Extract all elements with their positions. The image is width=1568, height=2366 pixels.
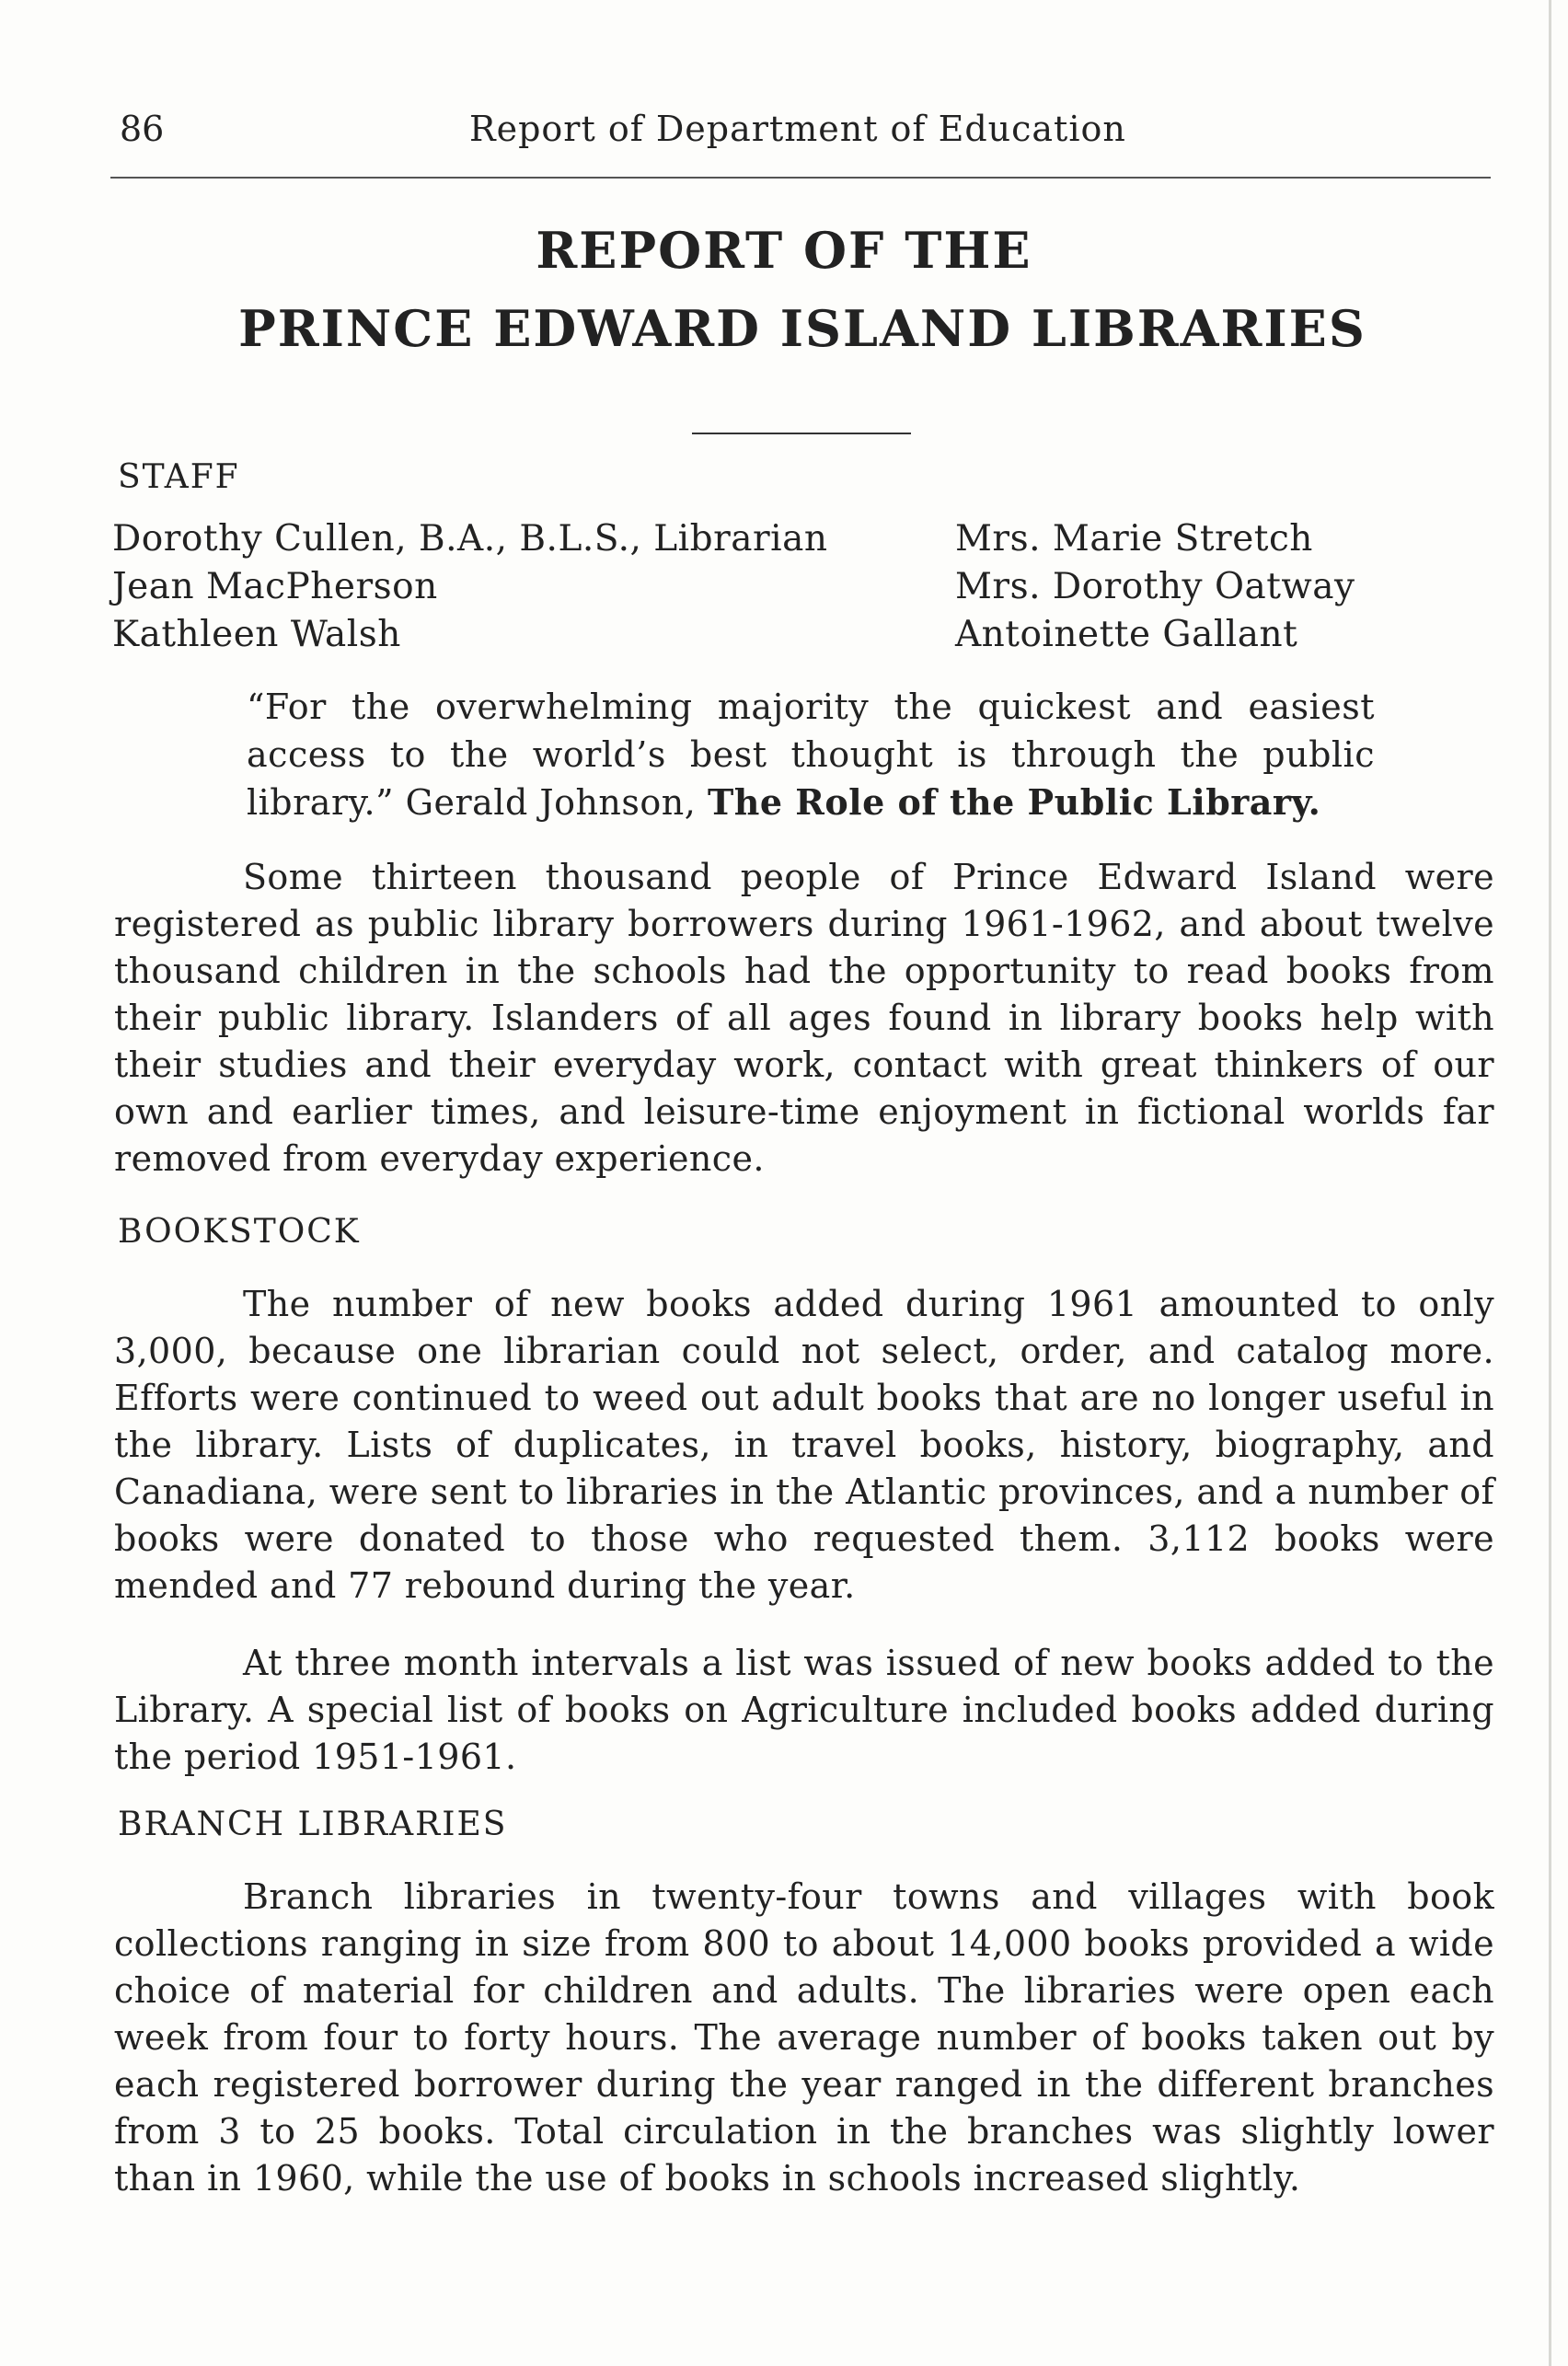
branch-libraries-paragraph: Branch libraries in twenty-four towns and villages with book collections ranging in size from 800 to about 14,000 books provided a wide choice of material for children and adults. The libraries were open each week from four to forty hours. The average number of books taken out by each registered borrower during the year ranged in the different branches from 3 to 25 books. Total circulation in the branches was slightly lower than in 1960, while the use of books in schools increased slightly. (114, 1876, 1494, 2199)
header-rule (110, 177, 1491, 179)
staff-member: Jean MacPherson (112, 566, 438, 607)
quote-source: The Role of the Public Library. (707, 781, 1321, 823)
epigraph-quote (247, 683, 1375, 826)
staff-member: Dorothy Cullen, B.A., B.L.S., Librarian (112, 518, 828, 560)
running-header (120, 109, 1482, 164)
staff-member: Kathleen Walsh (112, 614, 401, 655)
staff-heading: STAFF (118, 458, 240, 496)
intro-paragraph: Some thirteen thousand people of Prince Edward Island were registered as public library borrowers during 1961-1962, and about twelve thousand children in the schools had the opportunity to read books from their public library. Islanders of all ages found in library books help with their studies and their everyday work, contact with great thinkers of our own and earlier times, and leisure-time enjoyment in fictional worlds far removed from everyday experience. (114, 857, 1494, 1179)
report-title-line2: PRINCE EDWARD ISLAND LIBRARIES (238, 299, 1366, 358)
staff-column-right (955, 515, 1355, 659)
title-rule (692, 433, 911, 434)
staff-column-left (112, 515, 828, 659)
staff-member: Antoinette Gallant (955, 614, 1298, 655)
page-number: 86 (120, 109, 165, 149)
staff-member: Mrs. Dorothy Oatway (955, 566, 1355, 607)
bookstock-paragraph-1: The number of new books added during 1961 amounted to only 3,000, because one librarian could not select, order, and catalog more. Efforts were continued to weed out adult books that are no longer useful in the library. Lists of duplicates, in travel books, history, biography, and Canadiana, were sent to libraries in the Atlantic provinces, and a number of books were donated to those who requested them. 3,112 books were mended and 77 rebound during the year. (114, 1284, 1494, 1606)
report-title-line1: REPORT OF THE (536, 221, 1032, 280)
quote-text: “For the overwhelming majority the quickest and easiest access to the world’s best thought is through the public library.” Gerald Johnson, (247, 687, 1375, 823)
bookstock-heading: BOOKSTOCK (118, 1213, 361, 1251)
staff-member: Mrs. Marie Stretch (955, 518, 1313, 560)
running-title: Report of Department of Education (469, 109, 1126, 149)
bookstock-paragraph-2: At three month intervals a list was issued of new books added to the Library. A special list of books on Agriculture included books added during the period 1951-1961. (114, 1643, 1494, 1777)
branch-libraries-heading: BRANCH LIBRARIES (118, 1806, 508, 1843)
